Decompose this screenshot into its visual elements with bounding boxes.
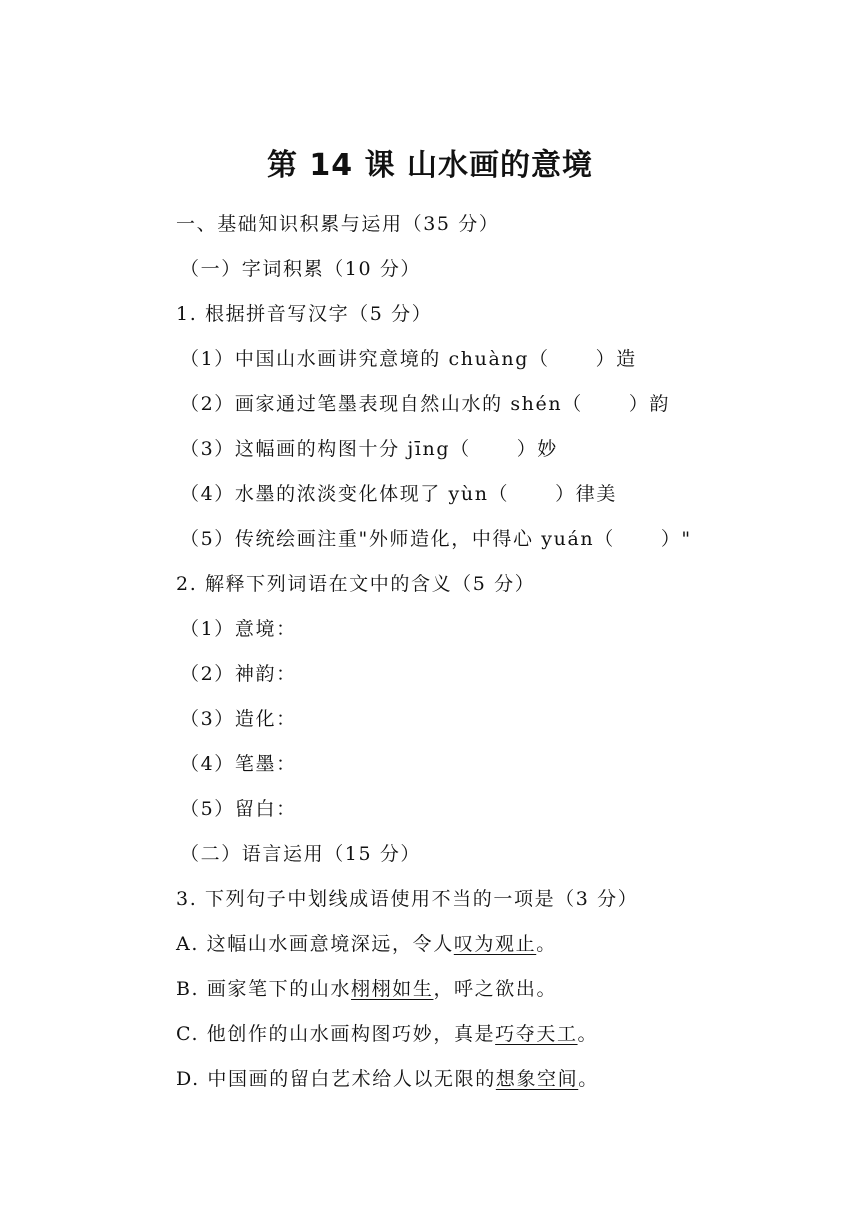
question-2-item: （1）意境：	[180, 618, 297, 640]
item-text: （1）中国山水画讲究意境的 chuàng（	[180, 348, 550, 370]
question-1-item	[180, 390, 670, 418]
option-text: A. 这幅山水画意境深远，令人	[176, 933, 454, 955]
item-text-end: ）"	[660, 528, 692, 550]
question-3-stem: 3. 下列句子中划线成语使用不当的一项是（3 分）	[176, 888, 639, 910]
underlined-idiom: 巧夺天工	[495, 1023, 578, 1045]
underlined-idiom: 栩栩如生	[351, 978, 434, 1000]
option-a	[176, 930, 557, 958]
question-1-item	[180, 525, 692, 553]
item-text-end: ）造	[595, 348, 637, 370]
option-text-end: ，呼之欲出。	[433, 978, 558, 1000]
lesson-title: 第 14 课 山水画的意境	[266, 148, 594, 183]
item-text-end: ）律美	[555, 483, 617, 505]
option-text: D. 中国画的留白艺术给人以无限的	[176, 1068, 496, 1090]
option-b	[176, 975, 557, 1003]
option-text: B. 画家笔下的山水	[176, 978, 352, 1000]
question-1-item	[180, 435, 558, 463]
item-text-end: ）韵	[628, 393, 671, 415]
item-text: （5）传统绘画注重"外师造化，中得心 yuán（	[180, 528, 615, 550]
question-1-item	[180, 480, 617, 508]
item-text: （4）水墨的浓淡变化体现了 yùn（	[180, 483, 510, 505]
item-text-end: ）妙	[516, 438, 558, 460]
question-2-stem: 2. 解释下列词语在文中的含义（5 分）	[176, 573, 536, 595]
option-text: C. 他创作的山水画构图巧妙，真是	[176, 1023, 496, 1045]
section-heading-basics: 一、基础知识积累与运用（35 分）	[176, 213, 500, 235]
question-1-item	[180, 345, 637, 373]
underlined-idiom: 叹为观止	[453, 933, 537, 955]
option-text-end: 。	[577, 1023, 599, 1045]
question-2-item: （2）神韵：	[180, 663, 297, 685]
option-text-end: 。	[578, 1068, 599, 1090]
option-c	[176, 1020, 598, 1048]
item-text: （2）画家通过笔墨表现自然山水的 shén（	[180, 393, 583, 415]
underlined-idiom: 想象空间	[495, 1068, 579, 1090]
subsection-heading-language-use: （二）语言运用（15 分）	[180, 843, 422, 865]
subsection-heading-vocabulary: （一）字词积累（10 分）	[180, 258, 422, 280]
question-1-stem: 1. 根据拼音写汉字（5 分）	[176, 303, 433, 325]
item-text: （3）这幅画的构图十分 jīng（	[180, 438, 471, 460]
question-2-item: （5）留白：	[180, 798, 297, 820]
question-2-item: （3）造化：	[180, 708, 297, 730]
option-d	[176, 1065, 599, 1093]
option-text-end: 。	[536, 933, 557, 955]
question-2-item: （4）笔墨：	[180, 753, 297, 775]
